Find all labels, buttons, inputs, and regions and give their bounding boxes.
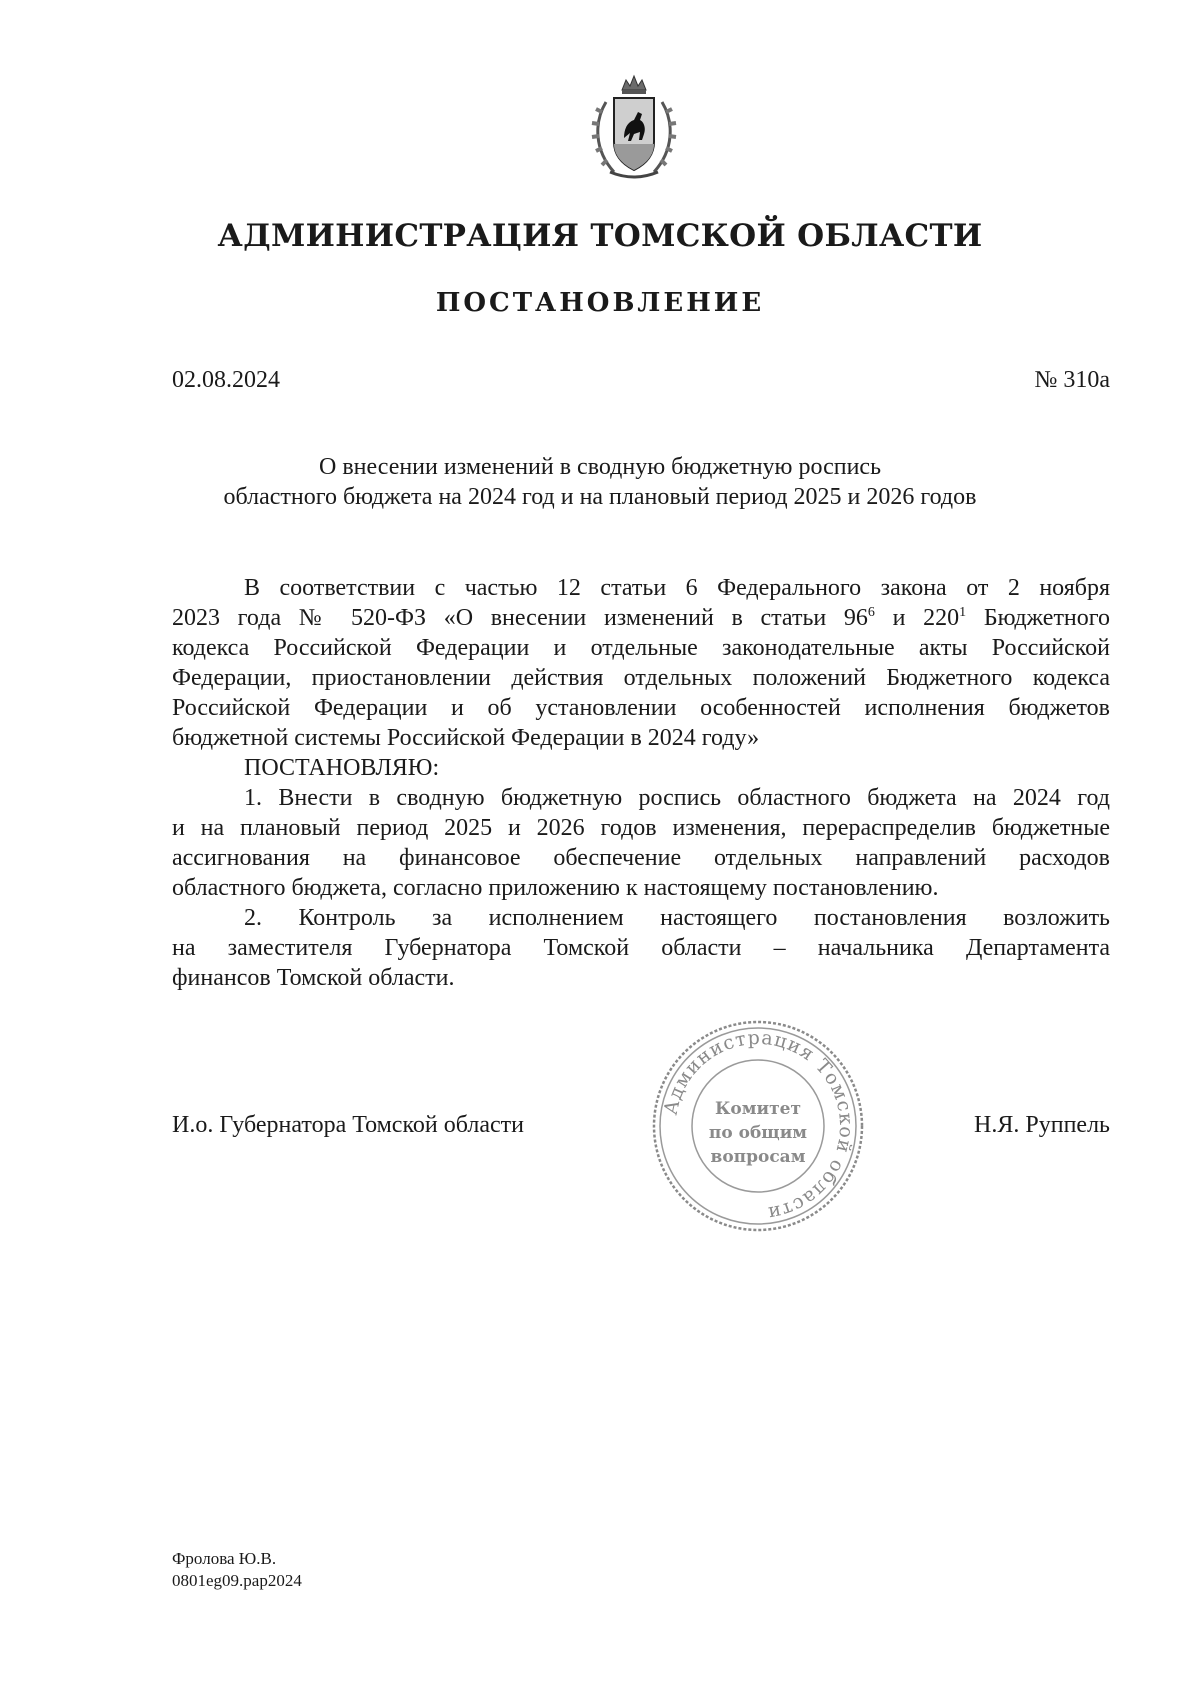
- body-text-fragment: 2023 года № 520-ФЗ «О внесении изменений в статьи 96: [172, 605, 868, 631]
- tomsk-region-coat-of-arms-icon: [584, 72, 684, 184]
- superscript: 6: [867, 605, 875, 620]
- signatory-role: И.о. Губернатора Томской области: [172, 1112, 524, 1138]
- signatory-name: Н.Я. Руппель: [974, 1112, 1110, 1138]
- body-text-fragment: Бюджетного: [966, 605, 1111, 631]
- stamp-center-line: по общим: [708, 1123, 808, 1143]
- body-line: кодекса Российской Федерации и отдельные законодательные акты Российской: [172, 635, 1110, 661]
- superscript: 1: [959, 605, 967, 620]
- body-line: В соответствии с частью 12 статьи 6 Федерального закона от 2 ноября: [244, 575, 1110, 601]
- document-date: 02.08.2024: [172, 367, 280, 393]
- document-subject: [150, 452, 1050, 512]
- body-line: Российской Федерации и об установлении особенностей исполнения бюджетов: [172, 695, 1110, 721]
- body-line: 1. Внести в сводную бюджетную роспись областного бюджета на 2024 год: [244, 785, 1110, 811]
- body-line: ассигнования на финансовое обеспечение отдельных направлений расходов: [172, 845, 1110, 871]
- stamp-center-line: Комитет: [714, 1099, 802, 1119]
- official-stamp: [650, 1018, 866, 1234]
- stamp-center-line: вопросам: [710, 1147, 806, 1167]
- body-line-with-superscripts: [172, 603, 1110, 633]
- body-line: на заместителя Губернатора Томской области – начальника Департамента: [172, 935, 1110, 961]
- subject-line: О внесении изменений в сводную бюджетную роспись: [318, 454, 882, 480]
- file-code: 0801eg09.pap2024: [172, 1571, 302, 1590]
- executor-info: [172, 1548, 302, 1592]
- body-line: Федерации, приостановлении действия отдельных положений Бюджетного кодекса: [172, 665, 1110, 691]
- executor-name: Фролова Ю.В.: [172, 1549, 277, 1568]
- body-line: и на плановый период 2025 и 2026 годов изменения, перераспределив бюджетные: [172, 815, 1110, 841]
- resolve-heading: ПОСТАНОВЛЯЮ:: [244, 755, 440, 781]
- body-line: бюджетной системы Российской Федерации в 2024 году»: [172, 725, 760, 751]
- document-number: № 310а: [1034, 367, 1110, 393]
- subject-line: областного бюджета на 2024 год и на плановый период 2025 и 2026 годов: [223, 484, 977, 510]
- body-line: 2. Контроль за исполнением настоящего постановления возложить: [244, 905, 1110, 931]
- body-text-fragment: и 220: [874, 605, 960, 631]
- document-body: [172, 573, 1110, 993]
- body-line: финансов Томской области.: [172, 965, 455, 991]
- stamp-ring-text: Администрация Томской области: [659, 1026, 858, 1225]
- organization-title: АДМИНИСТРАЦИЯ ТОМСКОЙ ОБЛАСТИ: [217, 218, 983, 254]
- body-line: областного бюджета, согласно приложению к настоящему постановлению.: [172, 875, 939, 901]
- document-type: ПОСТАНОВЛЕНИЕ: [435, 288, 765, 318]
